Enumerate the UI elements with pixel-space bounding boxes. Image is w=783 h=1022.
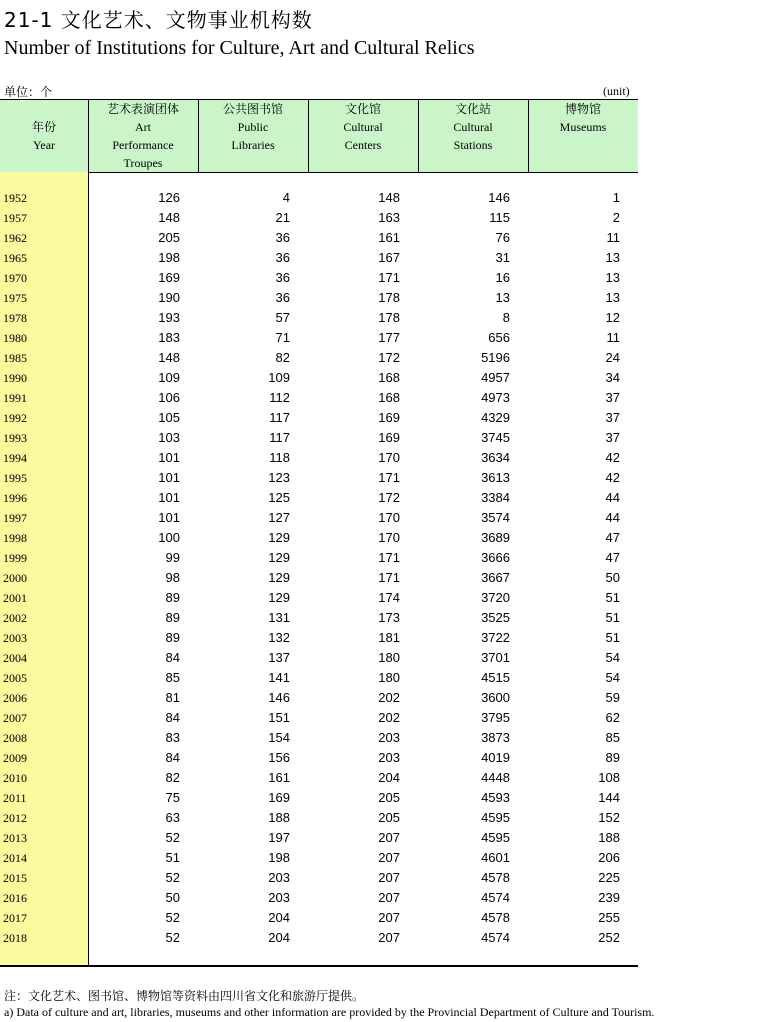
art-troupes-cell: 81 — [165, 690, 180, 705]
year-cell: 2006 — [3, 691, 27, 705]
art-troupes-cell: 126 — [158, 190, 180, 205]
art-troupes-cell: 105 — [158, 410, 180, 425]
cultural-stations-cell: 3384 — [481, 490, 510, 505]
table-row — [0, 448, 638, 468]
table-row — [0, 928, 638, 948]
art-troupes-cell: 109 — [158, 370, 180, 385]
cultural-stations-cell: 4448 — [481, 770, 510, 785]
cultural-stations-cell: 13 — [495, 290, 510, 305]
cultural-centers-cell: 207 — [378, 850, 400, 865]
libraries-cell: 36 — [275, 290, 290, 305]
cultural-stations-cell: 4601 — [481, 850, 510, 865]
museums-cell: 13 — [605, 270, 620, 285]
museums-cell: 62 — [605, 710, 620, 725]
cultural-stations-cell: 3600 — [481, 690, 510, 705]
museums-cell: 37 — [605, 390, 620, 405]
cultural-stations-cell: 115 — [489, 210, 510, 225]
cultural-stations-cell: 3873 — [481, 730, 510, 745]
cultural-centers-cell: 207 — [378, 910, 400, 925]
cultural-centers-cell: 167 — [378, 250, 400, 265]
footnote-en: a) Data of culture and art, libraries, museums and other information are provided by the Provincial Department of Culture and Tourism. — [4, 1005, 655, 1019]
libraries-cell: 141 — [268, 670, 290, 685]
art-troupes-cell: 101 — [158, 470, 180, 485]
cultural-stations-cell: 4019 — [481, 750, 510, 765]
cultural-centers-cell: 171 — [378, 570, 400, 585]
cultural-stations-cell: 3667 — [481, 570, 510, 585]
cultural-centers-cell: 168 — [378, 390, 400, 405]
cultural-centers-cell: 202 — [378, 690, 400, 705]
year-cell: 1991 — [3, 391, 27, 405]
header-public-libraries: 公共图书馆 Public Libraries — [222, 102, 283, 152]
art-troupes-cell: 82 — [165, 770, 180, 785]
cultural-centers-cell: 207 — [378, 870, 400, 885]
table-body — [0, 188, 638, 948]
museums-cell: 255 — [598, 910, 620, 925]
year-cell: 2009 — [3, 751, 27, 765]
museums-cell: 152 — [598, 810, 620, 825]
cultural-stations-cell: 3634 — [481, 450, 510, 465]
art-troupes-cell: 51 — [165, 850, 180, 865]
libraries-cell: 132 — [268, 630, 290, 645]
cultural-centers-cell: 172 — [378, 350, 400, 365]
table-row — [0, 468, 638, 488]
cultural-stations-cell: 3722 — [481, 630, 510, 645]
cultural-centers-cell: 148 — [378, 190, 400, 205]
libraries-cell: 123 — [268, 470, 290, 485]
art-troupes-cell: 101 — [158, 450, 180, 465]
museums-cell: 51 — [605, 610, 620, 625]
table-row — [0, 208, 638, 228]
unit-label-cn: 单位：个 — [4, 85, 53, 99]
cultural-stations-cell: 3574 — [481, 510, 510, 525]
table-row — [0, 488, 638, 508]
cultural-stations-cell: 3795 — [481, 710, 510, 725]
cultural-stations-cell: 3701 — [481, 650, 510, 665]
year-cell: 1952 — [3, 191, 27, 205]
header-year: 年份 Year — [31, 120, 56, 152]
footnote-cn: 注：文化艺术、图书馆、博物馆等资料由四川省文化和旅游厅提供。 — [4, 989, 365, 1003]
art-troupes-cell: 52 — [165, 910, 180, 925]
libraries-cell: 203 — [268, 890, 290, 905]
table-row — [0, 848, 638, 868]
column-divider — [88, 99, 89, 172]
cultural-centers-cell: 161 — [378, 230, 400, 245]
museums-cell: 13 — [605, 290, 620, 305]
year-cell: 1980 — [3, 331, 27, 345]
cultural-stations-cell: 3613 — [481, 470, 510, 485]
art-troupes-cell: 84 — [165, 650, 180, 665]
libraries-cell: 57 — [275, 310, 290, 325]
art-troupes-cell: 98 — [165, 570, 180, 585]
art-troupes-cell: 84 — [165, 710, 180, 725]
year-cell: 1999 — [3, 551, 27, 565]
table-row — [0, 748, 638, 768]
libraries-cell: 36 — [275, 250, 290, 265]
cultural-centers-cell: 170 — [378, 510, 400, 525]
cultural-centers-cell: 169 — [378, 430, 400, 445]
libraries-cell: 129 — [268, 530, 290, 545]
cultural-stations-cell: 31 — [495, 250, 510, 265]
year-cell: 2003 — [3, 631, 27, 645]
museums-cell: 85 — [605, 730, 620, 745]
cultural-stations-cell: 4957 — [481, 370, 510, 385]
libraries-cell: 203 — [268, 870, 290, 885]
libraries-cell: 21 — [275, 210, 290, 225]
museums-cell: 47 — [605, 550, 620, 565]
table-row — [0, 608, 638, 628]
museums-cell: 44 — [605, 510, 620, 525]
year-cell: 2012 — [3, 811, 27, 825]
year-cell: 1990 — [3, 371, 27, 385]
year-cell: 2010 — [3, 771, 27, 785]
cultural-centers-cell: 163 — [378, 210, 400, 225]
year-cell: 2007 — [3, 711, 27, 725]
libraries-cell: 118 — [269, 450, 290, 465]
cultural-centers-cell: 178 — [378, 310, 400, 325]
year-cell: 2000 — [3, 571, 27, 585]
art-troupes-cell: 205 — [158, 230, 180, 245]
cultural-stations-cell: 4574 — [481, 890, 510, 905]
museums-cell: 54 — [605, 650, 620, 665]
cultural-stations-cell: 4595 — [481, 830, 510, 845]
art-troupes-cell: 52 — [165, 930, 180, 945]
museums-cell: 252 — [598, 930, 620, 945]
museums-cell: 37 — [605, 430, 620, 445]
libraries-cell: 82 — [275, 350, 290, 365]
museums-cell: 225 — [598, 870, 620, 885]
table-row — [0, 588, 638, 608]
cultural-centers-cell: 178 — [378, 290, 400, 305]
libraries-cell: 137 — [268, 650, 290, 665]
museums-cell: 11 — [606, 330, 620, 345]
table-row — [0, 388, 638, 408]
museums-cell: 42 — [605, 450, 620, 465]
header-art-troupes: 艺术表演团体 Art Performance Troupes — [106, 102, 179, 170]
cultural-centers-cell: 203 — [378, 730, 400, 745]
year-cell: 1965 — [3, 251, 27, 265]
museums-cell: 13 — [605, 250, 620, 265]
museums-cell: 50 — [605, 570, 620, 585]
museums-cell: 11 — [606, 230, 620, 245]
table-row — [0, 828, 638, 848]
table-row — [0, 268, 638, 288]
libraries-cell: 197 — [268, 830, 290, 845]
cultural-stations-cell: 4329 — [481, 410, 510, 425]
cultural-stations-cell: 3720 — [481, 590, 510, 605]
art-troupes-cell: 169 — [158, 270, 180, 285]
year-cell: 1975 — [3, 291, 27, 305]
table-row — [0, 368, 638, 388]
column-divider — [418, 99, 419, 172]
art-troupes-cell: 83 — [165, 730, 180, 745]
table-row — [0, 228, 638, 248]
header-cultural-stations: 文化站 Cultural Stations — [453, 102, 493, 152]
libraries-cell: 129 — [268, 550, 290, 565]
cultural-centers-cell: 171 — [378, 550, 400, 565]
cultural-stations-cell: 656 — [488, 330, 510, 345]
table-row — [0, 808, 638, 828]
year-cell: 1994 — [3, 451, 27, 465]
museums-cell: 44 — [605, 490, 620, 505]
museums-cell: 2 — [612, 210, 620, 225]
libraries-cell: 117 — [269, 430, 290, 445]
art-troupes-cell: 103 — [158, 430, 180, 445]
header-cultural-centers: 文化馆 Cultural Centers — [343, 102, 383, 152]
libraries-cell: 4 — [282, 190, 290, 205]
year-cell: 1970 — [3, 271, 27, 285]
cultural-centers-cell: 203 — [378, 750, 400, 765]
table-row — [0, 708, 638, 728]
year-cell: 2018 — [3, 931, 27, 945]
table-row — [0, 888, 638, 908]
museums-cell: 108 — [598, 770, 620, 785]
libraries-cell: 188 — [268, 810, 290, 825]
year-cell: 2001 — [3, 591, 27, 605]
cultural-centers-cell: 205 — [378, 790, 400, 805]
cultural-centers-cell: 171 — [378, 470, 400, 485]
museums-cell: 24 — [605, 350, 620, 365]
art-troupes-cell: 148 — [158, 350, 180, 365]
cultural-centers-cell: 207 — [378, 930, 400, 945]
page-title-cn: 21-1 文化艺术、文物事业机构数 — [4, 8, 313, 32]
cultural-stations-cell: 3689 — [481, 530, 510, 545]
libraries-cell: 146 — [268, 690, 290, 705]
libraries-cell: 71 — [275, 330, 290, 345]
museums-cell: 144 — [598, 790, 620, 805]
cultural-centers-cell: 180 — [378, 670, 400, 685]
museums-cell: 34 — [605, 370, 620, 385]
table-row — [0, 308, 638, 328]
year-cell: 2013 — [3, 831, 27, 845]
libraries-cell: 36 — [275, 230, 290, 245]
cultural-centers-cell: 169 — [378, 410, 400, 425]
table-row — [0, 688, 638, 708]
cultural-stations-cell: 76 — [495, 230, 510, 245]
museums-cell: 12 — [605, 310, 620, 325]
table-row — [0, 408, 638, 428]
libraries-cell: 109 — [268, 370, 290, 385]
libraries-cell: 117 — [269, 410, 290, 425]
cultural-stations-cell: 3745 — [481, 430, 510, 445]
header-museums: 博物馆 Museums — [559, 102, 607, 134]
libraries-cell: 129 — [268, 590, 290, 605]
art-troupes-cell: 89 — [165, 630, 180, 645]
year-cell: 2015 — [3, 871, 27, 885]
art-troupes-cell: 99 — [165, 550, 180, 565]
art-troupes-cell: 106 — [158, 390, 180, 405]
cultural-stations-cell: 8 — [502, 310, 510, 325]
museums-cell: 51 — [605, 590, 620, 605]
cultural-centers-cell: 171 — [378, 270, 400, 285]
libraries-cell: 204 — [268, 930, 290, 945]
museums-cell: 54 — [605, 670, 620, 685]
museums-cell: 188 — [598, 830, 620, 845]
year-cell: 2011 — [3, 791, 27, 805]
table-row — [0, 568, 638, 588]
museums-cell: 37 — [605, 410, 620, 425]
year-cell: 1985 — [3, 351, 27, 365]
libraries-cell: 129 — [268, 570, 290, 585]
libraries-cell: 36 — [275, 270, 290, 285]
table-row — [0, 728, 638, 748]
museums-cell: 42 — [605, 470, 620, 485]
libraries-cell: 151 — [268, 710, 290, 725]
art-troupes-cell: 148 — [158, 210, 180, 225]
table-row — [0, 908, 638, 928]
art-troupes-cell: 100 — [158, 530, 180, 545]
art-troupes-cell: 75 — [165, 790, 180, 805]
year-cell: 1957 — [3, 211, 27, 225]
page-title-en: Number of Institutions for Culture, Art and Cultural Relics — [4, 37, 475, 59]
year-cell: 2014 — [3, 851, 27, 865]
museums-cell: 1 — [612, 190, 620, 205]
cultural-centers-cell: 177 — [378, 330, 400, 345]
libraries-cell: 112 — [269, 390, 290, 405]
cultural-stations-cell: 3525 — [481, 610, 510, 625]
year-cell: 1993 — [3, 431, 27, 445]
table-row — [0, 768, 638, 788]
libraries-cell: 154 — [268, 730, 290, 745]
cultural-centers-cell: 168 — [378, 370, 400, 385]
table-row — [0, 188, 638, 208]
art-troupes-cell: 193 — [158, 310, 180, 325]
cultural-centers-cell: 181 — [378, 630, 400, 645]
cultural-centers-cell: 180 — [378, 650, 400, 665]
cultural-stations-cell: 4574 — [481, 930, 510, 945]
table-row — [0, 648, 638, 668]
museums-cell: 59 — [605, 690, 620, 705]
art-troupes-cell: 52 — [165, 830, 180, 845]
table-bottom-rule — [0, 965, 638, 967]
libraries-cell: 156 — [268, 750, 290, 765]
table-row — [0, 628, 638, 648]
table-row — [0, 328, 638, 348]
art-troupes-cell: 190 — [158, 290, 180, 305]
table-row — [0, 528, 638, 548]
year-cell: 2016 — [3, 891, 27, 905]
art-troupes-cell: 183 — [158, 330, 180, 345]
art-troupes-cell: 101 — [158, 490, 180, 505]
libraries-cell: 127 — [268, 510, 290, 525]
museums-cell: 47 — [605, 530, 620, 545]
table-row — [0, 668, 638, 688]
cultural-centers-cell: 205 — [378, 810, 400, 825]
art-troupes-cell: 89 — [165, 590, 180, 605]
museums-cell: 51 — [605, 630, 620, 645]
year-cell: 1998 — [3, 531, 27, 545]
art-troupes-cell: 50 — [165, 890, 180, 905]
table-row — [0, 348, 638, 368]
art-troupes-cell: 52 — [165, 870, 180, 885]
art-troupes-cell: 84 — [165, 750, 180, 765]
year-cell: 2005 — [3, 671, 27, 685]
year-cell: 2004 — [3, 651, 27, 665]
cultural-centers-cell: 207 — [378, 890, 400, 905]
table-row — [0, 788, 638, 808]
year-cell: 1962 — [3, 231, 27, 245]
table-row — [0, 508, 638, 528]
cultural-stations-cell: 146 — [488, 190, 510, 205]
libraries-cell: 198 — [268, 850, 290, 865]
year-cell: 1996 — [3, 491, 27, 505]
libraries-cell: 204 — [268, 910, 290, 925]
museums-cell: 89 — [605, 750, 620, 765]
art-troupes-cell: 198 — [158, 250, 180, 265]
museums-cell: 239 — [598, 890, 620, 905]
year-cell: 1992 — [3, 411, 27, 425]
table-row — [0, 548, 638, 568]
art-troupes-cell: 101 — [158, 510, 180, 525]
art-troupes-cell: 63 — [165, 810, 180, 825]
table-row — [0, 428, 638, 448]
year-cell: 1978 — [3, 311, 27, 325]
cultural-stations-cell: 16 — [495, 270, 510, 285]
table-row — [0, 288, 638, 308]
table-row — [0, 248, 638, 268]
cultural-centers-cell: 202 — [378, 710, 400, 725]
cultural-stations-cell: 4595 — [481, 810, 510, 825]
year-cell: 1997 — [3, 511, 27, 525]
year-cell: 2017 — [3, 911, 27, 925]
cultural-centers-cell: 207 — [378, 830, 400, 845]
libraries-cell: 169 — [268, 790, 290, 805]
table-row — [0, 868, 638, 888]
art-troupes-cell: 85 — [165, 670, 180, 685]
cultural-centers-cell: 174 — [378, 590, 400, 605]
libraries-cell: 131 — [268, 610, 290, 625]
cultural-centers-cell: 204 — [378, 770, 400, 785]
column-divider — [198, 99, 199, 172]
unit-label-en: (unit) — [603, 84, 630, 98]
cultural-stations-cell: 3666 — [481, 550, 510, 565]
museums-cell: 206 — [598, 850, 620, 865]
cultural-stations-cell: 4578 — [481, 870, 510, 885]
libraries-cell: 161 — [268, 770, 290, 785]
cultural-centers-cell: 173 — [378, 610, 400, 625]
year-cell: 2008 — [3, 731, 27, 745]
column-divider — [528, 99, 529, 172]
art-troupes-cell: 89 — [165, 610, 180, 625]
year-cell: 2002 — [3, 611, 27, 625]
cultural-stations-cell: 4593 — [481, 790, 510, 805]
cultural-centers-cell: 170 — [378, 450, 400, 465]
cultural-stations-cell: 5196 — [481, 350, 510, 365]
cultural-stations-cell: 4578 — [481, 910, 510, 925]
cultural-centers-cell: 170 — [378, 530, 400, 545]
cultural-stations-cell: 4515 — [481, 670, 510, 685]
cultural-centers-cell: 172 — [378, 490, 400, 505]
year-cell: 1995 — [3, 471, 27, 485]
column-divider — [308, 99, 309, 172]
libraries-cell: 125 — [268, 490, 290, 505]
cultural-stations-cell: 4973 — [481, 390, 510, 405]
